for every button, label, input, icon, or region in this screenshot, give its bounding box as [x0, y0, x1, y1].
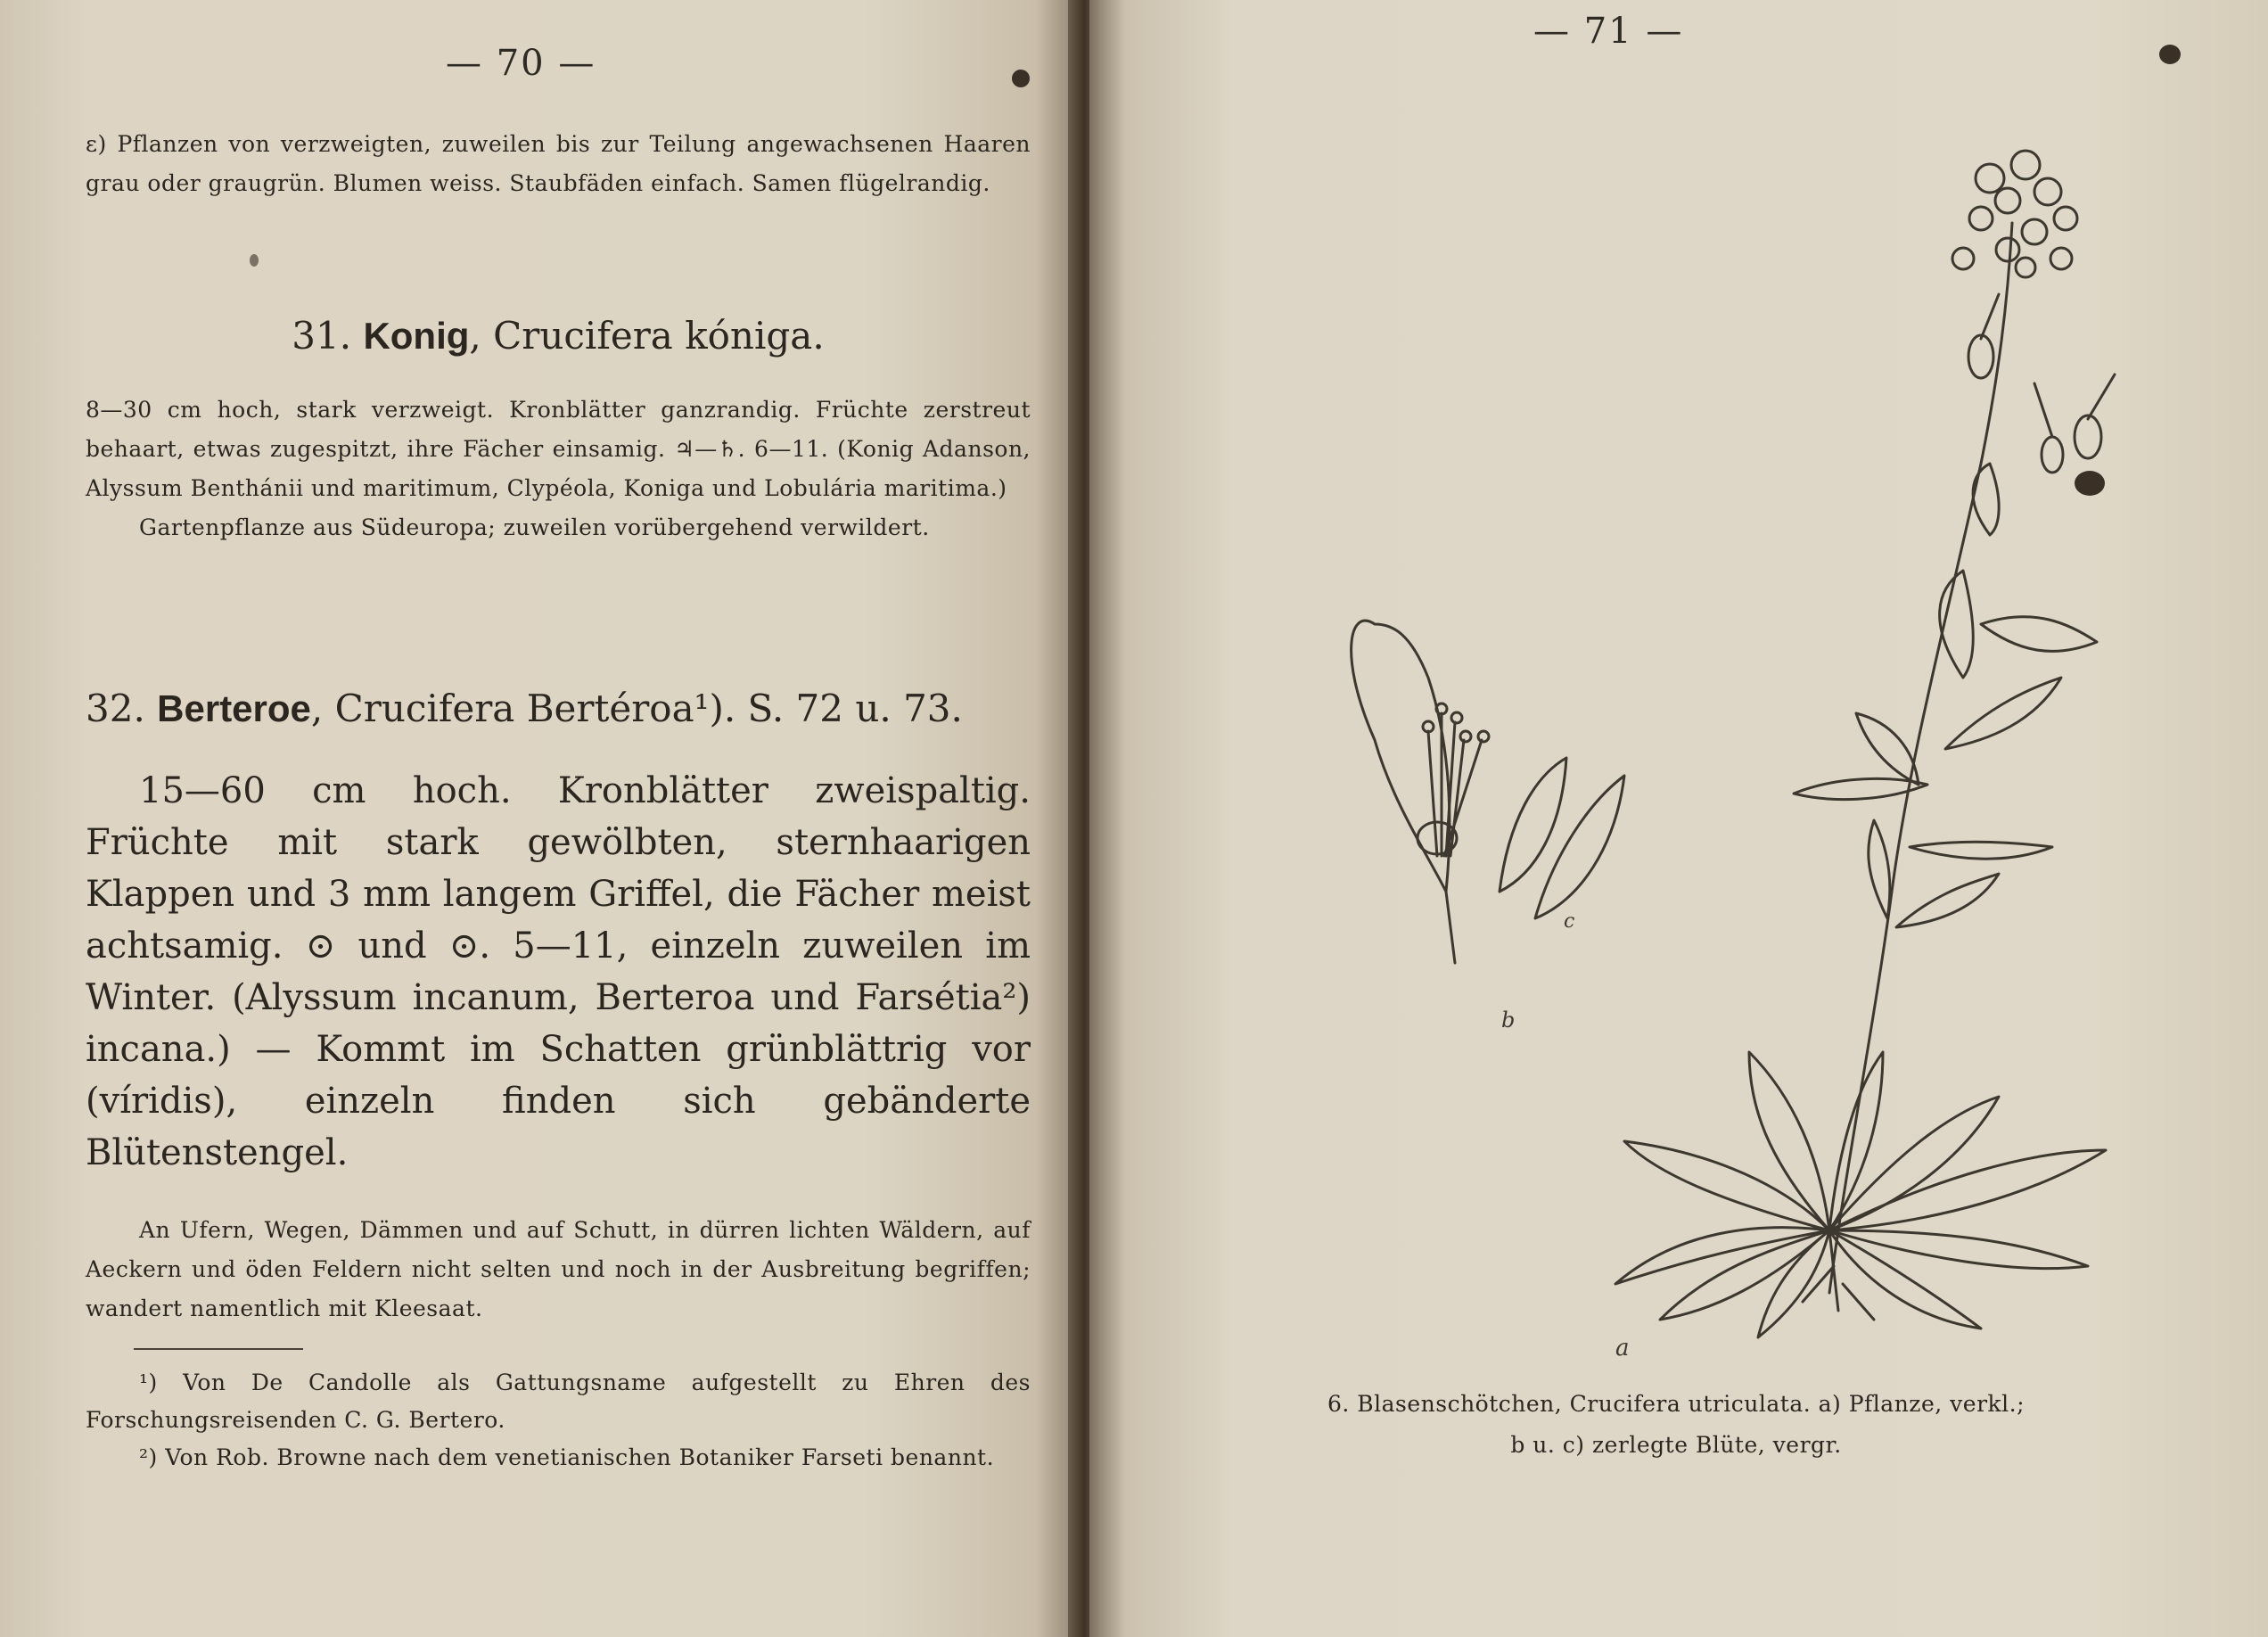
petal-c — [1535, 776, 1624, 918]
stem-leaf — [1869, 820, 1890, 918]
stem-leaf — [1910, 842, 2052, 859]
page-number-70: — 70 — — [446, 43, 596, 84]
flower-cluster — [1952, 151, 2077, 277]
plant-illustration — [1089, 0, 2268, 1373]
ink-spot — [1012, 70, 1030, 87]
plant-stem — [1829, 223, 2012, 1293]
entry-32-heading — [86, 687, 1031, 730]
entry-31-latin: , Crucifera kóniga. — [469, 314, 825, 358]
entry-31-habitat: Gartenpflanze aus Südeuropa; zuweilen vorübergehend verwildert. — [139, 514, 930, 540]
stem-leaf — [1856, 713, 1919, 785]
petal-c — [1500, 758, 1566, 892]
entry-31-body — [86, 391, 1031, 547]
page-number-71: — 71 — — [1533, 11, 1684, 52]
entry-32-habitat: An Ufern, Wegen, Dämmen und auf Schutt, in dürren lichten Wäldern, auf Aeckern und öden Feldern nicht selten und noch in der Ausbreitung begriffen; wandert namentlich mit Kleesaat. — [86, 1217, 1031, 1321]
footnote-2: ²) Von Rob. Browne nach dem venetianischen Botaniker Farseti benannt. — [139, 1444, 995, 1470]
stem-leaf — [1981, 617, 2097, 652]
stem-leaf — [1973, 464, 1999, 535]
ink-spot — [250, 254, 259, 267]
label-b: b — [1501, 1008, 1516, 1032]
seed-pod — [2075, 415, 2101, 458]
figure-caption — [1195, 1384, 2157, 1466]
seed-pod — [1968, 335, 1993, 378]
left-page — [0, 0, 1079, 1637]
caption-line-2: b u. c) zerlegte Blüte, vergr. — [1510, 1432, 1842, 1458]
entry-32-description: 15—60 cm hoch. Kronblätter zweispaltig. Früchte mit stark gewölbten, sternhaarigen Klappen und 3 mm langem Griffel, die Fächer meist achtsamig. ⊙ und ⊙. 5—11, einzeln zuweilen im Winter. (Alyssum incanum, Berteroa und Farsétia²) incana.) — Kommt im Schatten grünblättrig vor (víridis), einzeln finden sich gebänderte Blütenstengel. — [86, 770, 1031, 1173]
stem-leaf — [1896, 874, 1999, 927]
dissected-flower-b — [1352, 621, 1489, 963]
footnote-1: ¹) Von De Candolle als Gattungsname aufgestellt zu Ehren des Forschungsreisenden C. G. Bertero. — [86, 1370, 1031, 1433]
entry-31-heading — [86, 314, 1031, 358]
entry-31-name: Konig — [363, 315, 470, 357]
label-a: a — [1615, 1335, 1630, 1361]
basal-rosette — [1615, 1052, 2106, 1337]
entry-31-number: 31. — [292, 314, 352, 358]
entry-32-latin: , Crucifera Bertéroa¹). S. 72 u. 73. — [310, 687, 963, 730]
entry-32-number: 32. — [86, 687, 145, 730]
footnote-rule — [134, 1348, 303, 1350]
label-c: c — [1564, 910, 1575, 933]
entry-31-description: 8—30 cm hoch, stark verzweigt. Kronblätter ganzrandig. Früchte zerstreut behaart, etwas zugespitzt, ihre Fächer einsamig. ♃—♄. 6—11. (Konig Adanson, Alyssum Benthánii und maritimum, Clypéola, Koniga und Lobulária maritima.) — [86, 397, 1031, 501]
footnotes — [86, 1364, 1031, 1477]
entry-32-name: Berteroe — [157, 687, 311, 729]
stem-leaf — [1945, 678, 2061, 749]
seed-pod — [2042, 437, 2063, 473]
caption-line-1: 6. Blasenschötchen, Crucifera utriculata. a) Pflanze, verkl.; — [1327, 1391, 2026, 1417]
epsilon-paragraph: ε) Pflanzen von verzweigten, zuweilen bis zur Teilung angewachsenen Haaren grau oder graugrün. Blumen weiss. Staubfäden einfach. Samen flügelrandig. — [86, 131, 1031, 196]
